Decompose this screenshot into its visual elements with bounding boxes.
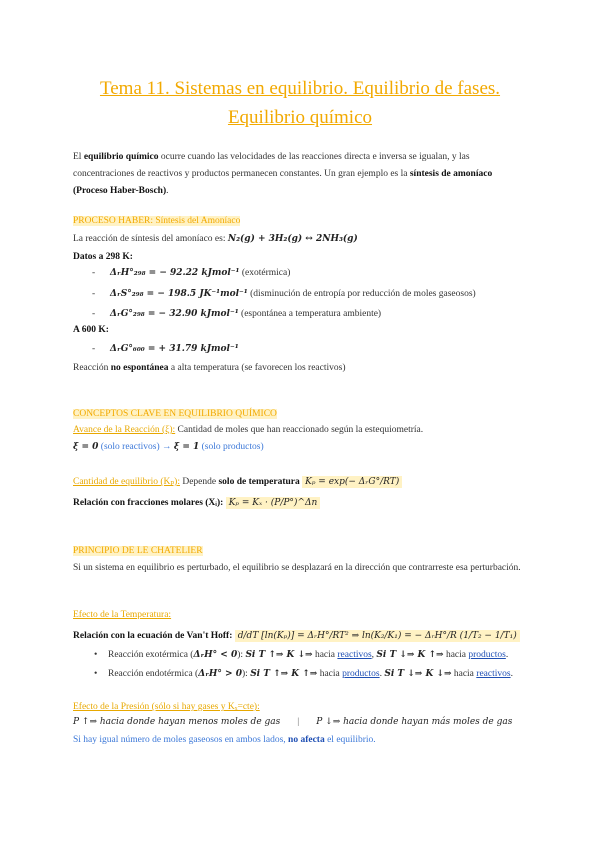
avance-label: Avance de la Reacción (ξ): <box>73 425 176 435</box>
bullet-dot-icon: • <box>94 669 98 679</box>
pressure-note-post: el equilibrio. <box>324 735 376 745</box>
pressure-separator: | <box>297 717 300 727</box>
bullet-dash-icon: - <box>92 268 96 278</box>
xi-relation-bold: Relación con fracciones molares (Xᵢ): <box>73 498 224 508</box>
title-line-1: Tema 11. Sistemas en equilibrio. Equilibrio de fases. <box>99 78 501 99</box>
endo-cond: ΔᵣH° > 0 <box>198 669 242 679</box>
conclusion-pre: Reacción <box>73 363 111 373</box>
exo-b-bold: Si T ↓⇒ K ↑⇒ <box>376 650 444 660</box>
exo-cond: ΔᵣH° < 0 <box>193 650 238 660</box>
datos-600-heading: A 600 K: <box>73 325 109 335</box>
exo-a-link[interactable]: reactivos <box>337 650 372 660</box>
haber-heading-text: PROCESO HABER: Síntesis del Amoníaco <box>73 216 241 226</box>
endo-item: • Reacción endotérmica (ΔᵣH° > 0): Si T ↑⇒ K ↑⇒ hacia productos. Si T ↓⇒ K ↓⇒ hacia reactivos. <box>94 669 513 679</box>
haber-heading <box>73 216 240 226</box>
bullet-dot-icon: • <box>94 650 98 660</box>
kp-label: Cantidad de equilibrio (Kₚ): <box>73 477 180 487</box>
vanthoff-equation: d/dT [ln(Kₚ)] = ΔᵣH°/RT² ⇒ ln(K₂/K₁) = − ΔᵣH°/R (1/T₂ − 1/T₁) <box>235 630 520 642</box>
conclusion-bold: no espontánea <box>110 363 169 373</box>
endo-a-bold: Si T ↑⇒ K ↑⇒ <box>250 669 318 679</box>
pressure-line <box>73 714 512 731</box>
intro-bold-haber: (Proceso Haber-Bosch) <box>73 186 167 196</box>
xi-relation-line <box>73 495 320 512</box>
datos-600-item-1 <box>92 344 239 354</box>
xi-one-note: (solo productos) <box>199 442 264 452</box>
xi-zero: ξ = 0 <box>73 442 99 452</box>
endo-b-bold: Si T ↓⇒ K ↓⇒ <box>384 669 452 679</box>
pressure-note-bold: no afecta <box>288 735 325 745</box>
exo-pre: Reacción exotérmica ( <box>108 650 194 660</box>
vanthoff-line <box>73 628 520 645</box>
datos-298-item-1 <box>92 268 290 278</box>
pressure-effect-label: Efecto de la Presión (sólo si hay gases y Kₓ=cte): <box>73 702 260 712</box>
endo-mid: ): <box>242 669 251 679</box>
exo-b-txt: hacia <box>443 650 469 660</box>
conceptos-heading <box>73 409 277 419</box>
avance-line <box>73 422 423 439</box>
pressure-up: P ↑⇒ hacia donde hayan menos moles de gas <box>73 717 281 727</box>
endo-a-txt: hacia <box>317 669 343 679</box>
delta-s-note: (disminución de entropía por reducción de moles gaseosos) <box>247 289 476 299</box>
conclusion-line <box>73 360 346 377</box>
conceptos-heading-text: CONCEPTOS CLAVE EN EQUILIBRIO QUÍMICO <box>73 409 277 419</box>
delta-s-equation: ΔᵣS°₂₉₈ = − 198.5 JK⁻¹mol⁻¹ <box>110 289 248 299</box>
exo-a-txt: hacia <box>312 650 338 660</box>
avance-text: Cantidad de moles que han reaccionado según la estequiometría. <box>175 425 424 435</box>
chatelier-text: Si un sistema en equilibrio es perturbado, el equilibrio se desplazará en la dirección que contrarreste esa perturbación. <box>73 563 521 573</box>
endo-a-link[interactable]: productos <box>342 669 380 679</box>
xi-relation-equation: Kₚ = Kₓ · (P/P°)^Δn <box>226 497 321 509</box>
exo-b-link[interactable]: productos <box>468 650 506 660</box>
kp-text: Depende <box>179 477 219 487</box>
pressure-note-pre: Si hay igual número de moles gaseosos en ambos lados, <box>73 735 289 745</box>
exo-a-bold: Si T ↑⇒ K ↓⇒ <box>245 650 313 660</box>
reaction-line <box>73 231 358 248</box>
pressure-down: P ↓⇒ hacia donde hayan más moles de gas <box>316 717 513 727</box>
title-line-2: Equilibrio químico <box>227 107 373 128</box>
delta-h-equation: ΔᵣH°₂₉₈ = − 92.22 kJmol⁻¹ <box>110 268 240 278</box>
xi-zero-note: (solo reactivos) → <box>98 442 174 452</box>
chatelier-heading <box>73 546 203 556</box>
delta-h-note: (exotérmica) <box>239 268 291 278</box>
chatelier-heading-text: PRINCIPIO DE LE CHATELIER <box>73 546 203 556</box>
bullet-dash-icon: - <box>92 344 96 354</box>
endo-b-link[interactable]: reactivos <box>476 669 511 679</box>
exo-item: • Reacción exotérmica (ΔᵣH° < 0): Si T ↑⇒ K ↓⇒ hacia reactivos, Si T ↓⇒ K ↑⇒ hacia productos. <box>94 650 509 660</box>
endo-pre: Reacción endotérmica ( <box>108 669 199 679</box>
xi-line <box>73 439 264 456</box>
datos-298-item-2 <box>92 289 476 299</box>
intro-bold-equilibrio: equilibrio químico <box>83 152 159 162</box>
kp-bold: solo de temperatura <box>218 477 300 487</box>
vanthoff-bold: Relación con la ecuación de Van't Hoff: <box>73 631 233 641</box>
reaction-label: La reacción de síntesis del amoníaco es: <box>73 234 228 244</box>
intro-bold-sintesis: síntesis de amoníaco <box>409 169 493 179</box>
kp-equation: Kₚ = exp(− ΔᵣG°/RT) <box>302 476 402 488</box>
delta-g-298-equation: ΔᵣG°₂₉₈ = − 32.90 kJmol⁻¹ <box>110 309 239 319</box>
reaction-equation: N₂(g) + 3H₂(g) ↔ 2NH₃(g) <box>227 234 358 244</box>
datos-298-item-3 <box>92 309 381 319</box>
delta-g-600-equation: ΔᵣG°₆₀₀ = + 31.79 kJmol⁻¹ <box>110 344 239 354</box>
temp-effect-label: Efecto de la Temperatura: <box>73 610 172 620</box>
xi-one: ξ = 1 <box>173 442 200 452</box>
bullet-dash-icon: - <box>92 289 96 299</box>
pressure-note <box>73 732 376 749</box>
exo-mid: ): <box>237 650 246 660</box>
delta-g-298-note: (espontánea a temperatura ambiente) <box>238 309 382 319</box>
intro-text-1: El <box>73 152 84 162</box>
bullet-dash-icon: - <box>92 309 96 319</box>
endo-b-txt: hacia <box>451 669 477 679</box>
conclusion-post: a alta temperatura (se favorecen los reactivos) <box>168 363 346 373</box>
intro-text-4: . <box>166 186 169 196</box>
intro-paragraph <box>73 149 528 200</box>
intro-text-2: ocurre cuando las velocidades de las reacciones directa e inversa se igualan, y las concentraciones de reactivos y productos permanecen constantes. Un gran ejemplo es la <box>73 152 470 179</box>
datos-298-heading: Datos a 298 K: <box>73 252 133 262</box>
kp-line <box>73 474 402 491</box>
